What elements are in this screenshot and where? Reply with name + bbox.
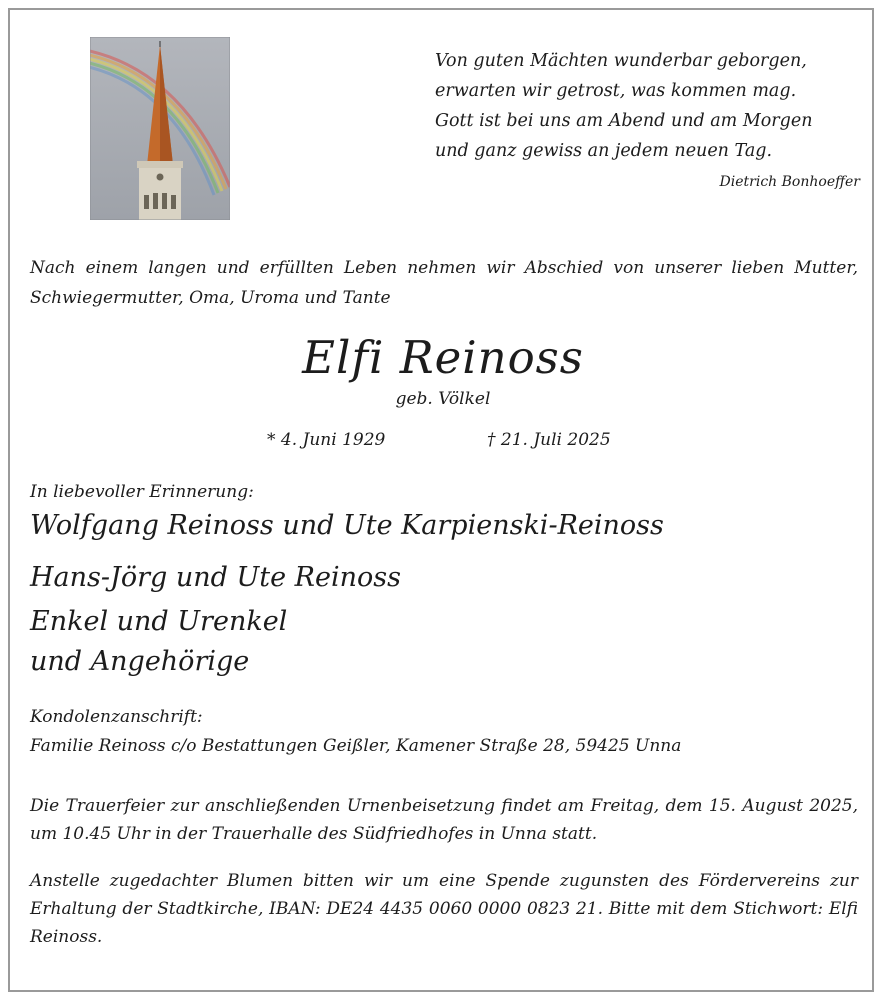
- death-date: † 21. Juli 2025: [487, 430, 611, 450]
- poem-line: erwarten wir getrost, was kommen mag.: [435, 81, 797, 101]
- church-spire-rainbow-icon: [90, 37, 230, 220]
- poem-line: und ganz gewiss an jedem neuen Tag.: [435, 141, 773, 161]
- condolence-address: Familie Reinoss c/o Bestattungen Geißler, Kamener Straße 28, 59425 Unna: [30, 736, 682, 756]
- mourner-line: Hans-Jörg und Ute Reinoss: [30, 562, 401, 593]
- condolence-label: Kondolenzanschrift:: [30, 707, 203, 727]
- memory-label: In liebevoller Erinnerung:: [30, 482, 254, 502]
- intro-text: Nach einem langen und erfüllten Leben nehmen wir Abschied von unserer lieben Mutter, Schwiegermutter, Oma, Uroma und Tante: [30, 258, 858, 308]
- maiden-name: geb. Völkel: [395, 389, 491, 409]
- poem: [435, 46, 860, 166]
- deceased-name: Elfi Reinoss: [302, 331, 584, 384]
- birth-date: * 4. Juni 1929: [267, 430, 386, 450]
- poem-line: Gott ist bei uns am Abend und am Morgen: [435, 111, 813, 131]
- poem-author: Dietrich Bonhoeffer: [719, 174, 860, 190]
- funeral-info: Die Trauerfeier zur anschließenden Urnenbeisetzung findet am Freitag, dem 15. August 2025, um 10.45 Uhr in der Trauerhalle des Südfriedhofes in Unna statt.: [30, 796, 858, 844]
- mourner-line: Enkel und Urenkel: [30, 606, 288, 637]
- poem-line: Von guten Mächten wunderbar geborgen,: [435, 51, 807, 71]
- church-spire-photo: [90, 37, 230, 220]
- mourner-line: und Angehörige: [30, 646, 250, 677]
- mourner-line: Wolfgang Reinoss und Ute Karpienski-Reinoss: [30, 510, 664, 541]
- donation-info: Anstelle zugedachter Blumen bitten wir um eine Spende zugunsten des Fördervereins zur Erhaltung der Stadtkirche, IBAN: DE24 4435 0060 0000 0823 21. Bitte mit dem Stichwort: Elfi Reinoss.: [30, 871, 858, 947]
